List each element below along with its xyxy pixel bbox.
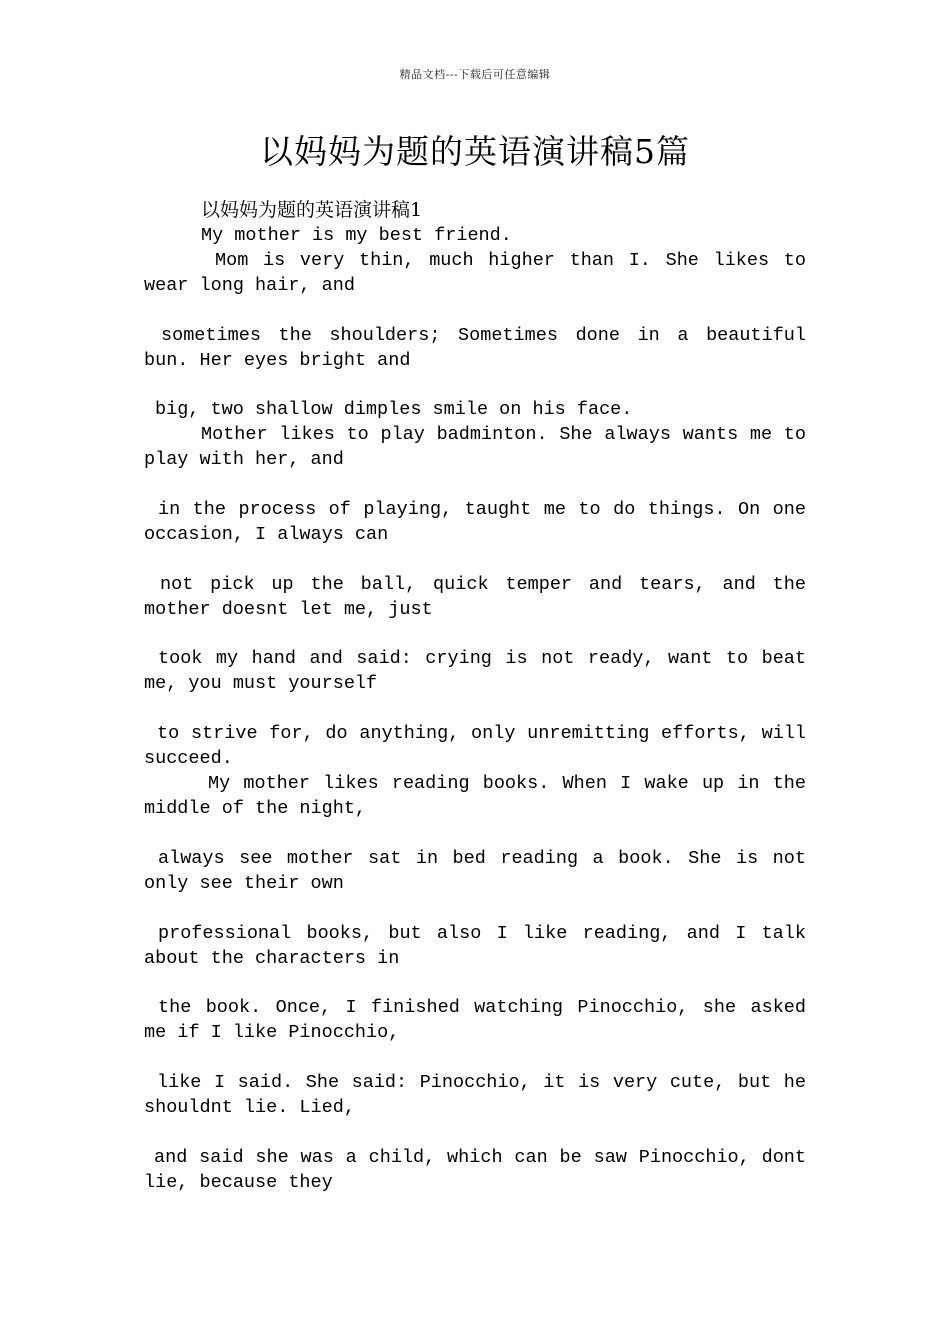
text-line: and said she was a child, which can be saw Pinocchio, dont — [154, 1146, 806, 1168]
paragraph-gap — [144, 472, 806, 497]
text-line: me, you must yourself — [144, 673, 378, 695]
text-line: always see mother sat in bed reading a book. She is not — [158, 847, 806, 869]
paragraph-gap — [144, 622, 806, 647]
section-heading: 以妈妈为题的英语演讲稿1 — [201, 199, 423, 221]
text-line: Mom is very thin, much higher than I. She likes to — [215, 250, 806, 271]
text-line: middle of the night, — [144, 798, 367, 820]
text-line: about the characters in — [144, 947, 400, 969]
text-line: the book. Once, I finished watching Pinocchio, she asked — [158, 997, 806, 1019]
text-line: not pick up the ball, quick temper and tears, and the — [160, 573, 806, 595]
text-line: wear long hair, and — [144, 275, 355, 296]
document-body — [144, 198, 806, 1195]
text-line: My mother is my best friend. — [201, 225, 512, 246]
text-line: Mother likes to play badminton. She always wants me to — [201, 424, 806, 446]
text-line: occasion, I always can — [144, 524, 389, 546]
paragraph-gap — [144, 696, 806, 721]
paragraph-gap — [144, 1120, 806, 1145]
text-line: big, two shallow dimples smile on his face. — [155, 399, 633, 421]
text-line: me if I like Pinocchio, — [144, 1022, 400, 1044]
text-line: to strive for, do anything, only unremitting efforts, will — [157, 723, 806, 745]
text-line: only see their own — [144, 872, 344, 894]
paragraph-gap — [144, 373, 806, 398]
paragraph-gap — [144, 298, 806, 323]
text-line: like I said. She said: Pinocchio, it is very cute, but he — [157, 1071, 806, 1093]
paragraph-gap — [144, 971, 806, 996]
text-line: in the process of playing, taught me to do things. On one — [158, 499, 806, 521]
paragraph-gap — [144, 821, 806, 846]
text-line: took my hand and said: crying is not ready, want to beat — [158, 648, 806, 670]
page-header: 精品文档---下载后可任意编辑 — [399, 68, 551, 81]
text-line: mother doesnt let me, just — [144, 598, 433, 620]
text-line: lie, because they — [144, 1171, 333, 1193]
text-line: My mother likes reading books. When I wake up in the — [208, 773, 806, 795]
paragraph-gap — [144, 896, 806, 921]
paragraph-gap — [144, 1045, 806, 1070]
document-title: 以妈妈为题的英语演讲稿5篇 — [260, 132, 690, 171]
text-line: professional books, but also I like reading, and I talk — [158, 922, 806, 944]
text-line: play with her, and — [144, 449, 344, 471]
text-line: succeed. — [144, 748, 233, 770]
paragraph-gap — [144, 547, 806, 572]
text-line: sometimes the shoulders; Sometimes done in a beautiful — [161, 324, 806, 346]
text-line: shouldnt lie. Lied, — [144, 1096, 355, 1118]
text-line: bun. Her eyes bright and — [144, 349, 411, 371]
